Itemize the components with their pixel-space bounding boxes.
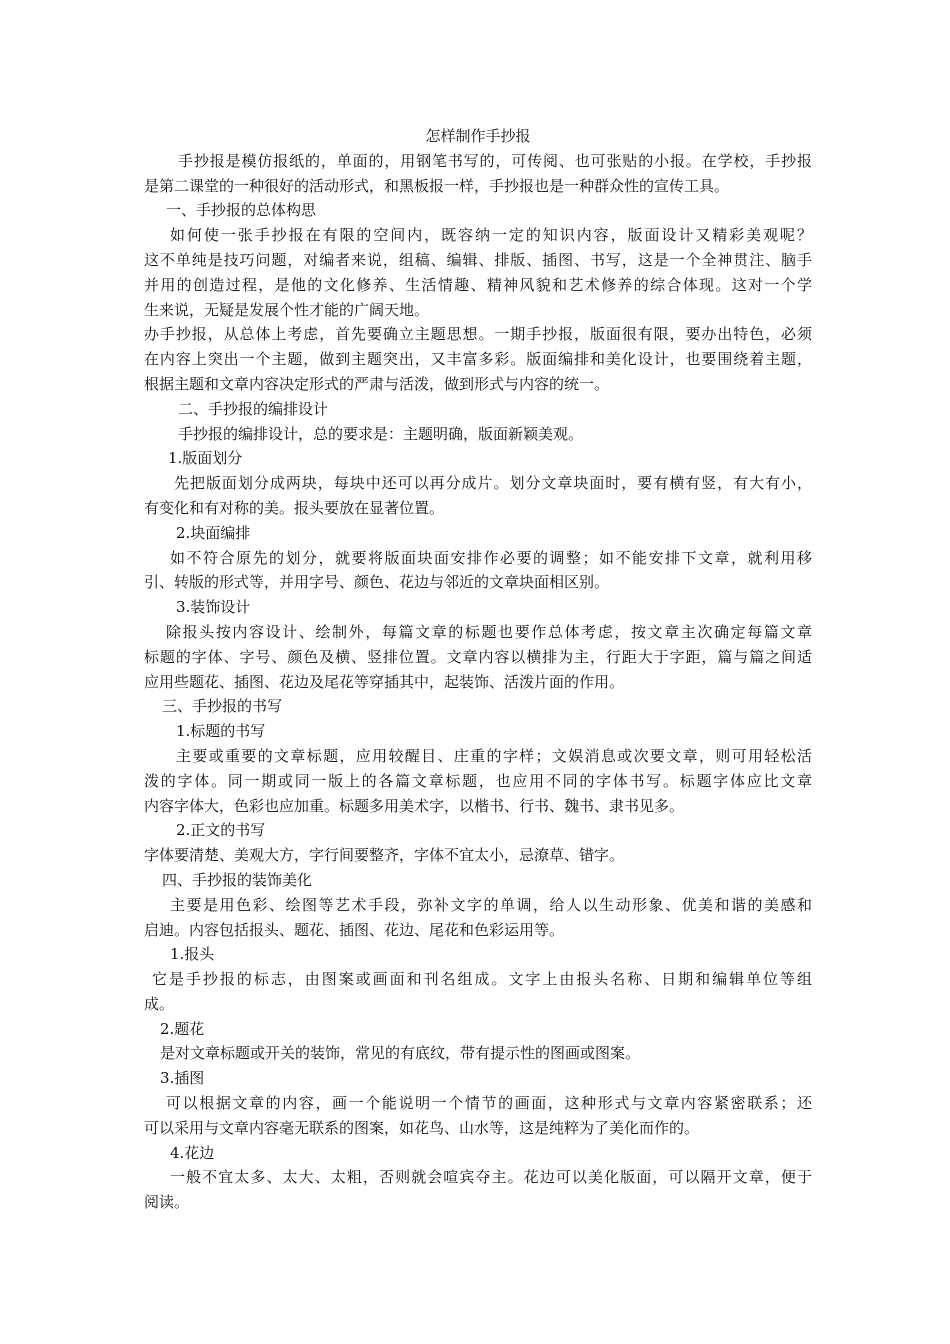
document-page (144, 124, 812, 1215)
body-line: 一般不宜太多、太大、太粗，否则就会喧宾夺主。花边可以美化版面，可以隔开文章，便于 (170, 1168, 812, 1187)
body-line: 它是手抄报的标志，由图案或画面和刊名组成。文字上由报头名称、日期和编辑单位等组 (152, 970, 812, 989)
body-line: 主要是用色彩、绘图等艺术手段，弥补文字的单调，给人以生动形象、优美和谐的美感和 (170, 895, 812, 914)
body-line: 二、手抄报的编排设计 (178, 399, 329, 418)
body-line: 根据主题和文章内容决定形式的严肃与活泼，做到形式与内容的统一。 (144, 374, 610, 393)
body-line: 有变化和有对称的美。报头要放在显著位置。 (144, 498, 445, 517)
body-line: 内容字体大，色彩也应加重。标题多用美术字，以楷书、行书、魏书、隶书见多。 (144, 796, 685, 815)
body-line: 先把版面划分成两块，每块中还可以再分成片。划分文章块面时，要有横有竖，有大有小， (174, 474, 812, 493)
body-line: 4.花边 (170, 1143, 215, 1162)
body-line: 成。 (144, 994, 175, 1013)
body-line: 手抄报是模仿报纸的，单面的，用钢笔书写的，可传阅、也可张贴的小报。在学校，手抄报 (178, 151, 812, 170)
body-line: 启迪。内容包括报头、题花、插图、花边、尾花和色彩运用等。 (144, 920, 565, 939)
body-line: 引、转版的形式等，并用字号、颜色、花边与邻近的文章块面相区别。 (144, 573, 610, 592)
body-line: 手抄报的编排设计，总的要求是：主题明确，版面新颖美观。 (178, 424, 584, 443)
body-line: 在内容上突出一个主题，做到主题突出，又丰富多彩。版面编排和美化设计，也要围绕着主题， (144, 350, 812, 369)
body-line: 1.版面划分 (168, 449, 243, 468)
body-line: 1.标题的书写 (176, 722, 266, 741)
body-line: 除报头按内容设计、绘制外，每篇文章的标题也要作总体考虑，按文章主次确定每篇文章 (166, 622, 812, 641)
body-line: 如何使一张手抄报在有限的空间内，既容纳一定的知识内容，版面设计又精彩美观呢？ (170, 226, 812, 245)
body-line: 可以根据文章的内容，画一个能说明一个情节的画面，这种形式与文章内容紧密联系；还 (166, 1094, 812, 1113)
body-line: 这不单纯是技巧问题，对编者来说，组稿、编辑、排版、插图、书写，这是一个全神贯注、脑手 (144, 250, 812, 269)
body-line: 标题的字体、字号、颜色及横、竖排位置。文章内容以横排为主，行距大于字距，篇与篇之间适 (144, 647, 812, 666)
body-line: 可以采用与文章内容毫无联系的图案，如花鸟、山水等，这是纯粹为了美化而作的。 (144, 1118, 700, 1137)
body-line: 2.题花 (160, 1019, 205, 1038)
body-line: 应用些题花、插图、花边及尾花等穿插其中，起装饰、活泼片面的作用。 (144, 672, 625, 691)
body-line: 3.插图 (160, 1069, 205, 1088)
body-line: 是对文章标题或开关的装饰，常见的有底纹，带有提示性的图画或图案。 (160, 1044, 641, 1063)
body-line: 主要或重要的文章标题，应用较醒目、庄重的字样；文娱消息或次要文章，则可用轻松活 (176, 746, 812, 765)
body-line: 字体要清楚、美观大方，字行间要整齐，字体不宜太小，忌潦草、错字。 (144, 846, 625, 865)
document-title: 怎样制作手抄报 (425, 127, 531, 145)
body-line: 四、手抄报的装饰美化 (162, 870, 313, 889)
body-line: 生来说，无疑是发展个性才能的广阔天地。 (144, 300, 430, 319)
body-line: 2.块面编排 (176, 523, 251, 542)
body-line: 三、手抄报的书写 (162, 697, 283, 716)
body-line: 1.报头 (170, 945, 215, 964)
body-line: 2.正文的书写 (176, 821, 266, 840)
body-line: 并用的创造过程，是他的文化修养、生活情趣、精神风貌和艺术修养的综合体现。这对一个学 (144, 275, 812, 294)
body-line: 办手抄报，从总体上考虑，首先要确立主题思想。一期手抄报，版面很有限，要办出特色，必须 (144, 325, 812, 344)
body-line: 是第二课堂的一种很好的活动形式，和黑板报一样，手抄报也是一种群众性的宣传工具。 (144, 176, 730, 195)
body-line: 如不符合原先的划分，就要将版面块面安排作必要的调整；如不能安排下文章，就利用移 (170, 548, 812, 567)
body-line: 3.装饰设计 (176, 598, 251, 617)
body-line: 阅读。 (144, 1193, 190, 1212)
document-body (144, 149, 812, 1215)
body-line: 泼的字体。同一期或同一版上的各篇文章标题，也应用不同的字体书写。标题字体应比文章 (144, 771, 812, 790)
body-line: 一、手抄报的总体构思 (166, 201, 317, 220)
